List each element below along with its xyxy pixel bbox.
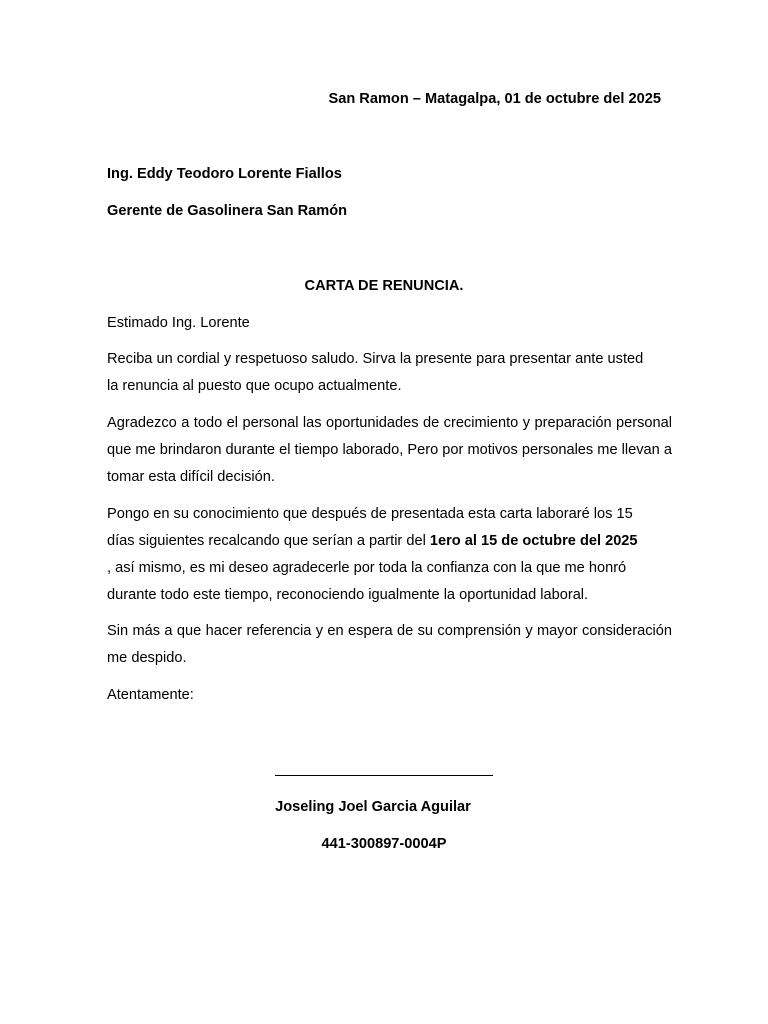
paragraph-notice-line: , así mismo, es mi deseo agradecerle por toda la confianza con la que me honró — [107, 560, 627, 576]
paragraph-notice — [107, 501, 672, 609]
signer-id: 441-300897-0004P — [321, 836, 447, 852]
recipient-role: Gerente de Gasolinera San Ramón — [107, 203, 348, 219]
recipient-name: Ing. Eddy Teodoro Lorente Fiallos — [107, 166, 342, 182]
letter-closing: Atentamente: — [107, 687, 194, 703]
paragraph-intro-line: Reciba un cordial y respetuoso saludo. Sirva la presente para presentar ante usted — [107, 351, 644, 367]
paragraph-intro-line: la renuncia al puesto que ocupo actualmente. — [107, 378, 402, 394]
notice-period-highlight: 1ero al 15 de octubre del 2025 — [429, 533, 638, 549]
letter-title: CARTA DE RENUNCIA. — [304, 278, 464, 294]
signature-line — [275, 775, 493, 776]
paragraph-notice-line: Pongo en su conocimiento que después de presentada esta carta laboraré los 15 — [107, 506, 633, 522]
paragraph-notice-line: durante todo este tiempo, reconociendo igualmente la oportunidad laboral. — [107, 587, 589, 603]
paragraph-farewell: Sin más a que hacer referencia y en espera de su comprensión y mayor consideración me despido. — [107, 623, 672, 666]
paragraph-intro — [107, 346, 672, 400]
letter-greeting: Estimado Ing. Lorente — [107, 315, 250, 331]
paragraph-notice-line — [107, 528, 672, 555]
signer-name: Joseling Joel Garcia Aguilar — [275, 799, 471, 815]
paragraph-notice-text: días siguientes recalcando que serían a partir del — [107, 533, 430, 549]
paragraph-thanks: Agradezco a todo el personal las oportunidades de crecimiento y preparación personal que me brindaron durante el tiempo laborado, Pero por motivos personales me llevan a tomar esta difícil decisión. — [107, 415, 672, 485]
letter-date: San Ramon – Matagalpa, 01 de octubre del 2025 — [328, 91, 661, 107]
